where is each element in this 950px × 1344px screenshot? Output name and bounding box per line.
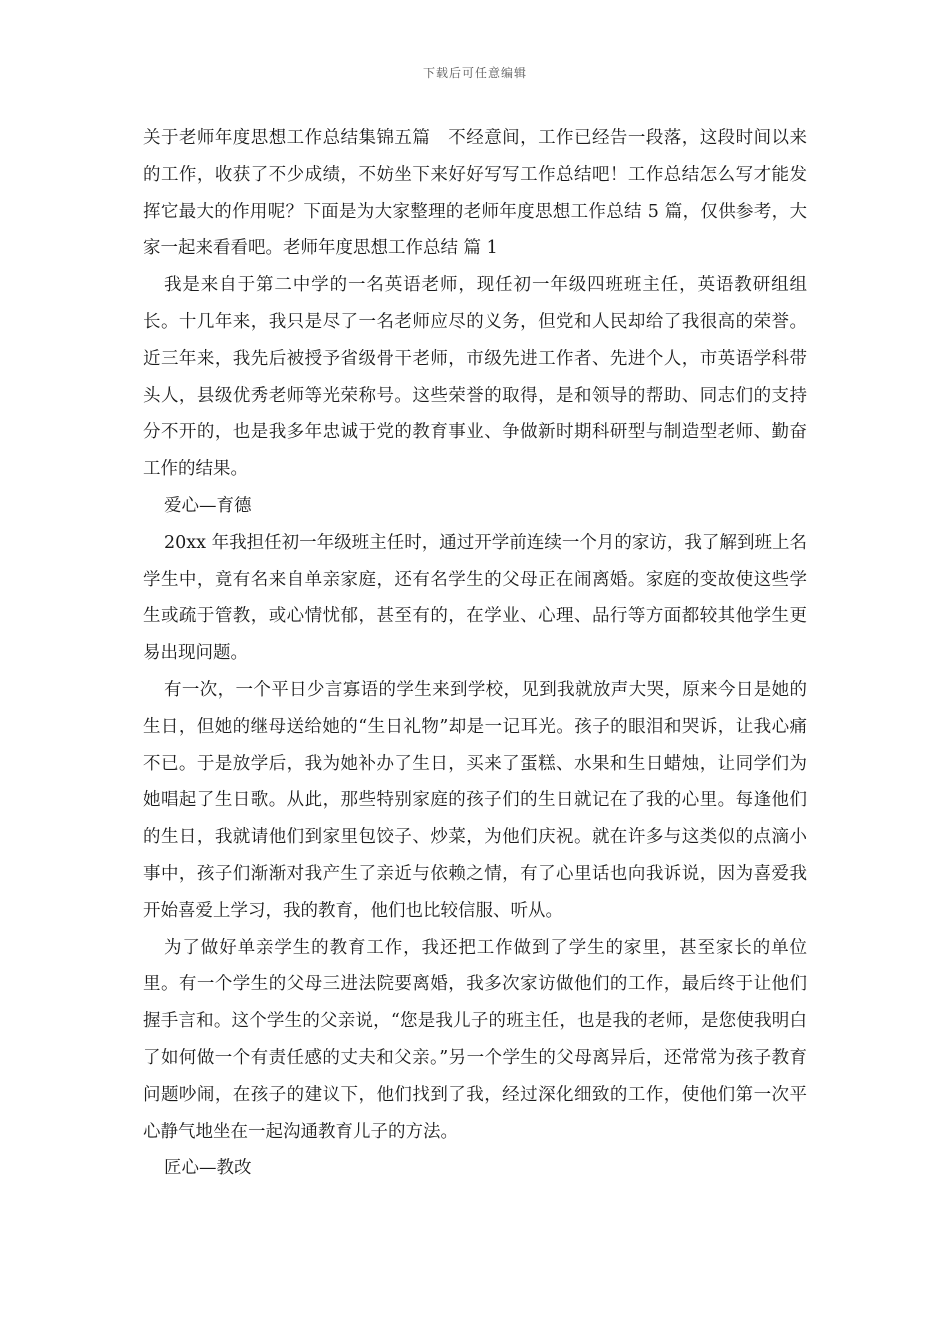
body-paragraph-1: 我是来自于第二中学的一名英语老师，现任初一年级四班班主任，英语教研组组长。十几年来，我只是尽了一名老师应尽的义务，但党和人民却给了我很高的荣誉。近三年来，我先后被授予省级骨干老师，市级先进工作者、先进个人，市英语学科带头人，县级优秀老师等光荣称号。这些荣誉的取得，是和领导的帮助、同志们的支持分不开的，也是我多年忠诚于党的教育事业、争做新时期科研型与制造型老师、勤奋工作的结果。 bbox=[143, 275, 807, 480]
body-paragraph-3: 有一次，一个平日少言寡语的学生来到学校，见到我就放声大哭，原来今日是她的生日，但她的继母送给她的“生日礼物”却是一记耳光。孩子的眼泪和哭诉，让我心痛不已。于是放学后，我为她补办了生日，买来了蛋糕、水果和生日蜡烛，让同学们为她唱起了生日歌。从此，那些特别家庭的孩子们的生日就记在了我的心里。每逢他们的生日，我就请他们到家里包饺子、炒菜，为他们庆祝。就在许多与这类似的点滴小事中，孩子们渐渐对我产生了亲近与依赖之情，有了心里话也向我诉说，因为喜爱我开始喜爱上学习，我的教育，他们也比较信服、听从。 bbox=[143, 679, 807, 921]
document-body bbox=[143, 120, 807, 1187]
body-paragraph-4: 为了做好单亲学生的教育工作，我还把工作做到了学生的家里，甚至家长的单位里。有一个学生的父母三进法院要离婚，我多次家访做他们的工作，最后终于让他们握手言和。这个学生的父亲说，“您是我儿子的班主任，也是我的老师，是您使我明白了如何做一个有责任感的丈夫和父亲。”另一个学生的父母离异后，还常常为孩子教育问题吵闹，在孩子的建议下，他们找到了我，经过深化细致的工作，使他们第一次平心静气地坐在一起沟通教育儿子的方法。 bbox=[143, 937, 807, 1142]
page-header: 下载后可任意编辑 bbox=[422, 66, 527, 80]
section-heading-love: 爱心—育德 bbox=[164, 495, 252, 516]
body-paragraph-2: 20xx 年我担任初一年级班主任时，通过开学前连续一个月的家访，我了解到班上名学生中，竟有名来自单亲家庭，还有名学生的父母正在闹离婚。家庭的变故使这些学生或疏于管教，或心情忧郁，甚至有的，在学业、心理、品行等方面都较其他学生更易出现问题。 bbox=[143, 532, 807, 664]
section-heading-craft: 匠心—教改 bbox=[164, 1158, 252, 1179]
intro-paragraph: 关于老师年度思想工作总结集锦五篇 不经意间，工作已经告一段落，这段时间以来的工作，收获了不少成绩，不妨坐下来好好写写工作总结吧！工作总结怎么写才能发挥它最大的作用呢？下面是为大家整理的老师年度思想工作总结 5 篇，仅供参考，大家一起来看看吧。老师年度思想工作总结 篇 1 bbox=[143, 128, 807, 259]
